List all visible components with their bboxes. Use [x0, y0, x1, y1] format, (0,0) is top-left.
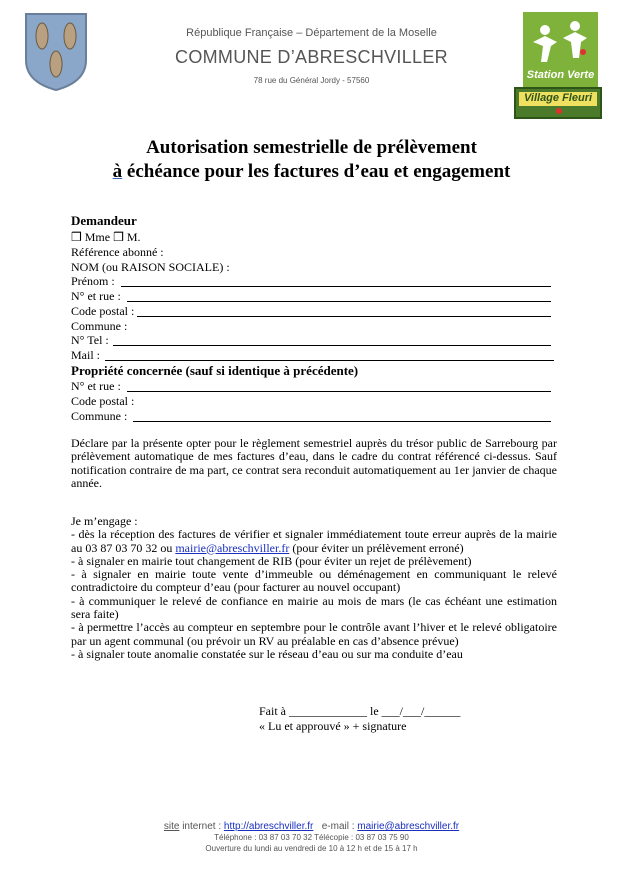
prenom-label: Prénom :	[71, 274, 115, 288]
propriete-commune-field-line[interactable]	[133, 421, 551, 422]
footer-site-link[interactable]: http://abreschviller.fr	[223, 821, 314, 832]
document-title-line2	[0, 161, 623, 183]
engagement-intro: Je m’engage :	[71, 514, 138, 528]
village-fleuri-text: Village Fleuri	[519, 92, 597, 106]
prenom-field-line[interactable]	[121, 286, 551, 287]
engagement-item-1: - dès la réception des factures de vérifier et signaler immédiatement toute erreur auprès de la mairie au 03 87 03 70 32 ou mairie@abreschviller.fr (pour éviter un prélèvement erroné)	[71, 527, 557, 555]
nom-label: NOM (ou RAISON SOCIALE) :	[71, 260, 230, 274]
declaration-paragraph: Déclare par la présente opter pour le règlement semestriel auprès du trésor public de Sarrebourg par prélèvement automatique de mes factures d’eau, dans le cadre du contrat référencé ci-dessus. Sauf notification contraire de ma part, ce contrat sera reconduit automatiquement au 1er janvier de chaque année.	[71, 436, 557, 490]
people-icon	[523, 12, 598, 70]
engagement-item-3: - à signaler en mairie toute vente d’immeuble ou déménagement en communiquant le relevé contradictoire du compteur d’eau (pour facturer au nouvel occupant)	[71, 567, 557, 595]
title-underlined-word: à	[112, 161, 123, 182]
engagement-list	[71, 515, 557, 661]
footer-site-label: site	[163, 821, 180, 832]
propriete-commune-label: Commune :	[71, 409, 128, 423]
mail-label: Mail :	[71, 348, 100, 362]
propriete-rue-label: N° et rue :	[71, 379, 121, 393]
engagement-item-4: - à communiquer le relevé de confiance en mairie au mois de mars (le cas échéant une estimation sera faite)	[71, 593, 557, 622]
civilite-checkboxes[interactable]: ❒ Mme ❒ M.	[71, 230, 141, 244]
tel-field-line[interactable]	[113, 345, 551, 346]
tel-label: N° Tel :	[71, 333, 109, 347]
header-republique: République Française – Département de la Moselle	[186, 27, 437, 39]
fait-a-line[interactable]: Fait à _____________ le ___/___/______	[259, 704, 461, 718]
engagement-item-2: - à signaler en mairie tout changement de RIB (pour éviter un rejet de prélèvement)	[71, 553, 472, 568]
mairie-email-link[interactable]: mairie@abreschviller.fr	[175, 540, 290, 555]
demandeur-heading: Demandeur	[71, 213, 137, 228]
engagement-item-5: - à permettre l’accès au compteur en septembre pour le contrôle avant l’hiver et le relevé obligatoire par un agent communal (ou prévoir un RV au préalable en cas d’absence prévue)	[71, 620, 557, 648]
rue-label: N° et rue :	[71, 289, 121, 303]
engagement-item-6: - à signaler toute anomalie constatée sur le réseau d’eau ou sur ma conduite d’eau	[71, 646, 463, 661]
title-line2-rest: échéance pour les factures d’eau et engagement	[122, 161, 511, 182]
footer-phone: Téléphone : 03 87 03 70 32 Télécopie : 03 87 03 75 90	[214, 833, 409, 842]
propriete-heading: Propriété concernée (sauf si identique à précédente)	[71, 363, 359, 378]
lu-et-approuve-line: « Lu et approuvé » + signature	[259, 719, 407, 733]
station-verte-text: Station Verte	[526, 69, 595, 81]
propriete-code-postal-label: Code postal :	[71, 394, 135, 408]
footer-contact-line: site internet : http://abreschviller.fr e-mail : mairie@abreschviller.fr	[163, 821, 460, 832]
code-postal-label: Code postal :	[71, 304, 135, 318]
village-fleuri-logo	[514, 87, 602, 119]
header-commune: COMMUNE D’ABRESCHVILLER	[175, 47, 448, 67]
mail-field-line[interactable]	[105, 360, 554, 361]
station-verte-logo	[523, 12, 598, 87]
propriete-rue-field-line[interactable]	[127, 391, 551, 392]
footer-email-link[interactable]: mairie@abreschviller.fr	[357, 821, 460, 832]
code-postal-field-line[interactable]	[137, 316, 551, 317]
footer-hours: Ouverture du lundi au vendredi de 10 à 12 h et de 15 à 17 h	[205, 844, 418, 853]
document-title-line1: Autorisation semestrielle de prélèvement	[146, 137, 477, 158]
commune-label: Commune :	[71, 319, 128, 333]
flower-icon	[556, 108, 562, 114]
rue-field-line[interactable]	[127, 301, 551, 302]
header-address: 78 rue du Général Jordy - 57560	[253, 76, 370, 85]
reference-abonne-label: Référence abonné :	[71, 245, 164, 259]
